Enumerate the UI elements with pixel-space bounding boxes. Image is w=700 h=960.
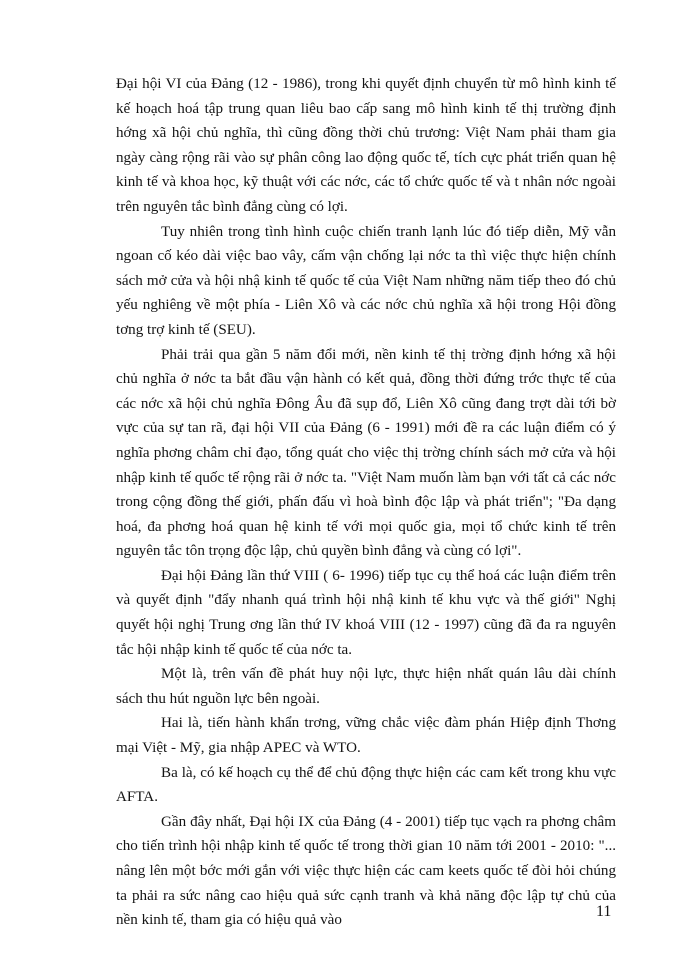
paragraph-4: Đại hội Đảng lần thứ VIII ( 6- 1996) tiếp tục cụ thể hoá các luận điểm trên và quyết định "đẩy nhanh quá trình hội nhậ kinh tế khu vực và thế giới" Nghị quyết hội nghị Trung ơng lần thứ IV khoá VIII (12 - 1997) cũng đã đa ra nguyên tắc hội nhập kinh tế quốc tế của nớc ta.	[116, 567, 616, 658]
paragraph-8: Gần đây nhất, Đại hội IX của Đảng (4 - 2001) tiếp tục vạch ra phơng châm cho tiến trình hội nhập kinh tế quốc tế trong thời gian 10 năm tới 2001 - 2010: "... nâng lên một bớc mới gắn với việc thực hiện các cam keets quốc tế đòi hỏi chúng ta phải ra sức nâng cao hiệu quả sức cạnh tranh và khả năng độc lập tự chủ của nền kinh tế, tham gia có hiệu quả vào	[116, 813, 616, 929]
page-number: 11	[596, 903, 612, 920]
paragraph-1: Đại hội VI của Đảng (12 - 1986), trong khi quyết định chuyển từ mô hình kinh tế kế hoạch hoá tập trung quan liêu bao cấp sang mô hình kinh tế thị trường định hớng xã hội chủ nghĩa, thì cũng đồng thời chủ trương: Việt Nam phải tham gia ngày càng rộng rãi vào sự phân công lao động quốc tế, tích cực phát triển quan hệ kinh tế và khoa học, kỹ thuật với các nớc, các tổ chức quốc tế và t nhân nớc ngoài trên nguyên tắc bình đẳng cùng có lợi.	[116, 76, 616, 215]
paragraph-6: Hai là, tiến hành khẩn trơng, vững chắc việc đàm phán Hiệp định Thơng mại Việt - Mỹ, gia nhập APEC và WTO.	[116, 715, 616, 757]
page-body	[116, 72, 616, 933]
paragraph-7: Ba là, có kế hoạch cụ thể để chủ động thực hiện các cam kết trong khu vực AFTA.	[116, 764, 616, 806]
paragraph-5: Một là, trên vấn đề phát huy nội lực, thực hiện nhất quán lâu dài chính sách thu hút nguồn lực bên ngoài.	[116, 666, 616, 707]
paragraph-2: Tuy nhiên trong tình hình cuộc chiến tranh lạnh lúc đó tiếp diễn, Mỹ vẫn ngoan cố kéo dài việc bao vây, cấm vận chống lại nớc ta thì việc thực hiện chính sách mở cửa và hội nhậ kinh tế quốc tế của Việt Nam những năm tiếp theo đó chủ yếu nghiêng về một phía - Liên Xô và các nớc chủ nghĩa xã hội trong Hội đồng tơng trợ kinh tế (SEU).	[116, 223, 616, 338]
paragraph-3: Phải trải qua gần 5 năm đổi mới, nền kinh tế thị trờng định hớng xã hội chủ nghĩa ở nớc ta bắt đầu vận hành có kết quả, đồng thời đứng trớc thực tế của các nớc xã hội chủ nghĩa Đông Âu đã sụp đổ, Liên Xô cũng đang trợt dài tới bờ vực của sự tan rã, đại hội VII của Đảng (6 - 1991) mới đề ra các luận điểm có ý nghĩa phơng châm chỉ đạo, tổng quát cho việc thị trờng chính sách mở cửa và hội nhập kinh tế quốc tế rộng rãi ở nớc ta. "Việt Nam muốn làm bạn với tất cả các nớc trong cộng đồng thế giới, phấn đấu vì hoà bình độc lập và phát triển"; "Đa dạng hoá, đa phơng hoá quan hệ kinh tế với mọi quốc gia, mọi tổ chức kinh tế trên nguyên tắc tôn trọng độc lập, chủ quyền bình đẳng và cùng có lợi".	[116, 346, 616, 560]
